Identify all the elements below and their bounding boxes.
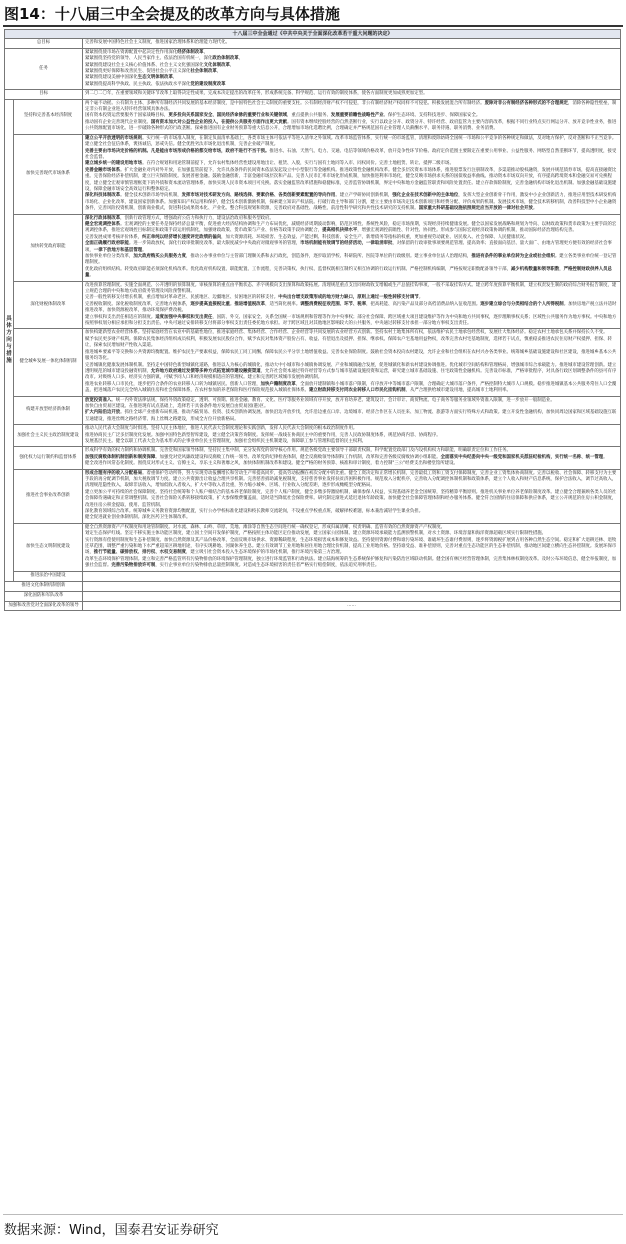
body-text: 。进一步简政放权，深化行政审批制度改革，最大限度减少中央政府对微观事务的管理， [128, 241, 301, 247]
body-text: 完善和发展中国特色社会主义制度，推进国家治理体系和治理能力现代化。 [85, 40, 230, 46]
body-text: 加快事业单位分类改革， [85, 254, 134, 259]
body-text: 推动人民代表大会制度与时俱进。坚持人民主体地位，推进人民代表大会制度理论和实践创新，发挥人民代表大会制度的根本政治制度作用。 [85, 426, 358, 432]
body-text: 。 [418, 295, 424, 301]
content-paragraph [85, 471, 618, 490]
body-text: 实行资源有偿使用制度和生态补偿制度。加快自然资源及其产品价格改革，全面反映市场供求、资源稀缺程度、生态环境损害成本和修复效益。坚持使用资源付费和谁污染环境、谁破坏生态谁付费原则，逐步将资源税扩展到占用各种自然生态空间。稳定和扩大退耕还林、退牧还草范围，调整严重污染和地下水严重超采区耕地用途，有序实现耕地、河湖休养生息。建立有效调节工业用地和居住用地合理比价机制，提高工业用地价格。坚持谁受益、谁补偿原则，完善对重点生态功能区的生态补偿机制，推动地区间建立横向生态补偿制度。发展环保市场， [85, 537, 617, 556]
outer-group-char: 与 [6, 343, 12, 350]
emphasis-text: 推进有条件的事业单位转为企业或社会组织 [471, 254, 555, 259]
emphasis-text: 经济体制改革 [177, 49, 204, 55]
body-text: 完善一般性转移支付增长机制，重点增加对革命老区、民族地区、边疆地区、贫困地区的转移支付。 [85, 295, 279, 301]
emphasis-text: 全面正确履行政府职能 [85, 241, 129, 247]
emphasis-text: 完善主要由市场决定价格的机制。凡是能由市场形成价格的都交给市场，政府不进行不当干预。 [85, 148, 270, 154]
table-row [5, 396, 621, 425]
body-text: 紧紧围绕建设美丽中国深化 [85, 75, 138, 81]
row-label: 深化财税体制改革 [14, 281, 83, 329]
row-label: 推进社会事业改革创新 [14, 469, 83, 523]
emphasis-text: 生态文明体制改革 [137, 75, 173, 81]
emphasis-text: 全面落实中央纪委向中央一级党和国家机关派驻纪检机构，实行统一名称、统一管理 [440, 454, 604, 460]
outer-group-char: 向 [6, 336, 12, 343]
body-text: 建立更加公平可持续的社会保障制度。坚持社会统筹和个人账户相结合的基本养老保险制度，完善个人账户制度，健全多缴多得激励机制，确保参保人权益，实现基础养老金全国统筹，坚持精算平衡原则。推进机关事业单位养老保险制度改革。建立健全合理兼顾各类人员的社会保障待遇确定和正常调整机制。完善社会保险关系转移接续政策，扩大参保缴费覆盖面，适时适当降低社会保险费率。研究制定渐进式延迟退休年龄政策。加快健全社会保障管理体制和经办服务体系。健全符合国情的住房保障和供应体系，建立公开规范的住房公积金制度，改进住房公积金提取、使用、监管机制。 [85, 489, 617, 508]
content-paragraph [85, 382, 618, 395]
emphasis-text: 国有资本加大对公益性企业的投入，在提供公共服务方面作出更大贡献 [150, 119, 287, 125]
title-rule [3, 25, 623, 27]
row-label: 推进法治中国建设 [14, 571, 83, 581]
body-text: 发展基层民主。健全以职工代表大会为基本形式的企事业单位民主管理制度，加强社会组织民主机制建设，保障职工参与管理和监督的民主权利。 [85, 438, 367, 444]
body-text: ，对保留的行政审批事项要规范管理、提高效率；直接面向基层、量大面广、由地方管理更方便有效的经济社会事项， [85, 241, 612, 253]
row-content [83, 39, 621, 48]
outer-group-char: 具 [6, 315, 12, 322]
row-label: 深化国防和军队改革 [5, 591, 83, 601]
body-text: 建立事权和支出责任相适应的制度。 [85, 314, 156, 320]
body-text: 赋予农民更多财产权利。保障农民集体经济组织成员权利，积极发展农民股份合作，赋予农民对集体资产股份占有、收益、有偿退出及抵押、担保、继承权。保障农户宅基地用益物权，改革完善农村宅基地制度，选择若干试点，慎重稳妥推进农民住房财产权抵押、担保、转让，探索农民增加财产性收入渠道。 [85, 336, 612, 349]
body-text: 。抓住全球产业重新布局机遇，推动内陆贸易、投资、技术创新协调发展。加快沿边开放步伐，允许沿边重点口岸、边境城市、经济合作区在人员往来、加工物流、旅游等方面实行特殊方式和政策。建立开发性金融机构，加快同周边国家和区域基础设施互联互通建设，推进丝绸之路经济带、海上丝绸之路建设，形成全方位开放新格局。 [85, 410, 617, 422]
emphasis-text: 政治体制改革 [212, 56, 239, 62]
content-paragraph [85, 337, 618, 350]
emphasis-text: 建立公平开放透明的市场规则 [85, 135, 143, 141]
table-row [5, 469, 621, 523]
emphasis-text: 文化体制改革 [203, 62, 230, 68]
bottom-rule [3, 1214, 623, 1215]
body-text: ，消除各种隐性壁垒，制定非公有制企业进入特许经营领域具体办法。 [85, 100, 617, 113]
table-row [5, 425, 621, 447]
row-label: 总目标 [5, 39, 83, 48]
body-text: 。实行统一的市场准入制度，在制定负面清单基础上，各类市场主体可依法平等进入清单之外领域。改革市场监管体系，实行统一的市场监管，清理和废除妨碍全国统一市场和公平竞争的各种规定和做法，反对地方保护，反对垄断和不正当竞争。建立健全社会征信体系，褒扬诚信，惩戒失信。健全优胜劣汰市场化退出机制，完善企业破产制度。 [85, 135, 617, 148]
emphasis-text: 加快户籍制度改革 [260, 381, 296, 387]
row-content [83, 591, 621, 601]
body-text: 改进预算管理制度。实施全面规范、公开透明的预算制度。审核预算的重点由平衡状态、赤字规模向支出预算和政策拓展。清理规范重点支出同财政收支增幅或生产总值挂钩事项，一般不采取挂钩方式。建立跨年度预算平衡机制，建立权责发生制的政府综合财务报告制度，建立规范合理的中央和地方政府债务管理及风险预警机制。 [85, 282, 617, 295]
body-text: 。国有资本继续控股经营的自然垄断行业，实行以政企分开、政资分开、特许经营、政府监管为主要内容的改革，根据不同行业特点实行网运分开、放开竞争性业务，推进公共资源配置市场化。进一步破除各种形式的行政垄断。探索推进国有企业财务预算等重大信息公开，合理增加市场化选聘比例，合理确定并严格规范国有企业管理人员薪酬水平、职务待遇、职务消费、业务消费。 [85, 119, 617, 132]
body-text: 完善发展成果考核评价体系， [85, 234, 143, 240]
table-row [5, 571, 621, 581]
emphasis-text: 允许地方政府通过发债等多种方式拓宽城市建设融资渠道 [150, 368, 261, 374]
emphasis-text: 建立城乡统一的建设用地市场 [85, 161, 143, 167]
source-note: 数据来源：Wind，国泰君安证券研究 [4, 1223, 219, 1238]
body-text: ，适当简化税率。 [265, 301, 301, 307]
body-text: ， [559, 266, 564, 272]
row-label: 坚持和完善基本经济制度 [14, 99, 83, 134]
emphasis-text: 推进增值税改革 [234, 301, 266, 307]
body-text: 推动国有企业完善现代企业制度。 [85, 119, 151, 125]
table-row [5, 601, 621, 610]
table-row [5, 134, 621, 214]
body-text: 形成科学有效的权力制约和协调机制。完善党和国家领导体制，坚持民主集中制，充分发挥党的领导核心作用。规范各级党政主要领导干部职责权限，科学配置党政部门及内设机构权力和职能，明确职责定位和工作任务。 [85, 448, 511, 454]
emphasis-text: 更多投向关系国家安全、国民经济命脉的重要行业和关键领域 [168, 113, 287, 119]
row-content [83, 48, 621, 89]
emphasis-text: 国家重大科研基础设施依照规定应当开放的一律对社会开放 [418, 206, 533, 212]
table-row [5, 523, 621, 571]
body-text: 。加强党对党风廉政建设和反腐败工作统一领导。改革党的纪律检查体制，健全反腐败领导体制和工作机制，改革和完善各级反腐败协调小组职能。 [155, 454, 441, 460]
body-text: 推进城乡要素平等交换和公共资源均衡配置。维护农民生产要素权益，保障农民工同工同酬。保障农民公平分享土地增值收益。完善农业保险制度。鼓励社会资本投向农村建设，允许企业和社会组织在农村兴办各类事业。统筹城乡基础设施建设和社区建设，推进城乡基本公共服务均等化。 [85, 349, 617, 362]
content-paragraph [85, 538, 618, 557]
content-paragraph [85, 363, 618, 382]
row-label: 构建开放型经济新体制 [14, 396, 83, 425]
body-text: 紧紧围绕提高科学执政、民主执政、依法执政水平深化 [85, 81, 191, 87]
table-row [5, 329, 621, 396]
body-text: 。 [603, 454, 608, 460]
row-content [83, 425, 621, 447]
body-text: 。宏观调控的主要任务是保持经济总量平衡，促进重大经济结构协调和生产力布局优化，减缓经济周期波动影响，防范区域性、系统性风险，稳定市场预期，实现经济持续健康发展。健全以国家发展战略和规划为导向、以财政政策和货币政策为主要手段的宏观调控体系，推进宏观调控目标制定和政策手段运用机制化，加强财政政策、货币政策与产业、价格等政策手段协调配合， [85, 221, 617, 234]
emphasis-text: 逐步提高直接税比重 [190, 301, 230, 307]
reform-table-container [4, 29, 621, 1211]
content-paragraph [85, 302, 618, 315]
content-paragraph [85, 515, 618, 521]
row-content [83, 281, 621, 329]
row-content [83, 214, 621, 281]
body-text: 紧紧围绕更好保障和改善民生、促进社会公平正义深化 [85, 69, 191, 75]
body-text: ，加大资源消耗、环境损害、生态效益、产能过剩、科技创新、安全生产、新增债务等指标的权重，更加重视劳动就业、居民收入、社会保障、人民健康状况。 [221, 234, 529, 240]
content-paragraph [85, 101, 618, 114]
table-row [5, 447, 621, 469]
body-text: 改革生态环境保护管理体制。建立和完善严格监管所有污染物排放的环境保护管理制度，独立进行环境监管和行政执法。建立陆海统筹的生态系统保护修复和污染防治区域联动机制。健全国有林区经营管理体制，完善集体林权制度改革。及时公布环境信息，健全举报制度，加强社会监督。 [85, 556, 617, 569]
emphasis-text: 发展重要前瞻性战略性产业 [330, 113, 384, 119]
emphasis-text: 提高相机抉择水平 [322, 228, 358, 234]
emphasis-text: 深化行政体制改革 [85, 215, 121, 221]
body-text: 加快构建新型农业经营体系。坚持家庭经营在农业中的基础性地位，推进家庭经营、集体经营、合作经营、企业经营等共同发展的农业经营方式创新。坚持农村土地集体所有权，依法维护农民土地承包经营权，发展壮大集体经济。稳定农村土地承包关系并保持长久不变。 [85, 330, 608, 336]
content-paragraph [85, 168, 618, 194]
content-paragraph [85, 283, 618, 296]
emphasis-text: 强化企业在技术创新中的主体地位 [392, 193, 459, 199]
body-text: ，建立吸引社会资本投入生态环境保护的市场化机制，推行环境污染第三方治理。 [186, 550, 345, 556]
content-paragraph [85, 490, 618, 509]
emphasis-text: 逐步建立综合与分类相结合的个人所得税制 [480, 301, 564, 307]
row-label: 加强社会主义民主政治制度建设 [14, 425, 83, 447]
row-label: 加快生态文明制度建设 [14, 523, 83, 571]
table-row [5, 39, 621, 48]
row-label: 任务 [5, 48, 83, 89]
outer-group-char: 措 [6, 350, 12, 357]
body-text: ， [229, 62, 235, 68]
row-content [83, 447, 621, 469]
body-text: 。扩大金融业对内对外开放，在加强监管前提下，允许具备条件的民间资本依法发起设立中小型银行等金融机构。推进政策性金融机构改革。健全多层次资本市场体系，推进股票发行注册制改革，多渠道推动股权融资，发展并规范债券市场，提高直接融资比重。完善保险经济补偿机制，建立巨灾保险制度。发展普惠金融。鼓励金融创新，丰富金融市场层次和产品。完善人民币汇率市场化形成机制，加快推进利率市场化，健全反映市场供求关系的国债收益率曲线。推动资本市场双向开放，有序提高跨境资本和金融交易可兑换程度，建立健全宏观审慎管理框架下的外债和资本流动管理体系，加快实现人民币资本项目可兑换。落实金融监管改革措施和稳健标准，完善监管协调机制，界定中央和地方金融监管职责和风险处置责任。建立存款保险制度，完善金融机构市场化退出机制。加强金融基础设施建设，保障金融市场安全高效运行和整体稳定。 [85, 167, 617, 192]
emphasis-text: 加强反腐败体制机制创新和制度保障 [85, 454, 156, 460]
reform-table-body [5, 30, 621, 611]
table-row [5, 281, 621, 329]
content-paragraph [85, 193, 618, 212]
body-text: 。 [142, 247, 147, 253]
body-text: ，允许社会资本通过特许经营等方式参与城市基础设施投资和运营，研究建立城市基础设施、住宅政策性金融机构。完善设市标准，严格审批程序，对具备行政区划调整条件的县可有序改市。对吸纳人口多、经济实力强的镇，可赋予同人口和经济规模相适应的管理权。建立和完善跨区域城市发展协调机制。 [85, 368, 617, 381]
content-paragraph [85, 254, 618, 267]
emphasis-text: 社会体制改革 [190, 69, 217, 75]
table-row [5, 581, 621, 591]
emphasis-text: 发挥市场对技术研发方向、路线选择、要素价格、各类创新要素配置的导向作用 [181, 193, 336, 199]
content-paragraph [85, 350, 618, 363]
body-text: 推进协商民主广泛多层制度化发展。加强中国特色新型智库建设，建立健全决策咨询制度。发挥统一战线在协商民主中的重要作用，完善人民政协制度体系，规范协商内容、协商程序。 [85, 432, 441, 438]
body-text: ，从严合理供给城市建设用地，提高城市土地利用率。 [405, 388, 511, 394]
emphasis-text: 推行节能量、碳排放权、排污权、水权交易制度 [93, 550, 187, 556]
emphasis-text: 健全宏观调控体系 [85, 221, 121, 227]
row-content [83, 469, 621, 523]
emphasis-text: 减少机构数量和领导职数 [510, 266, 560, 272]
emphasis-text: 适度加强中央事权和支出责任 [155, 314, 213, 320]
body-text: 深化教育领域综合改革。统筹城乡义务教育资源均衡配置，实行公办学校标准化建设和校长教师交流轮岗，不设重点学校重点班，破解择校难题，标本兼治减轻学生课业负担。 [85, 509, 424, 515]
row-label: 健全城乡发展一体化体制机制 [14, 329, 83, 396]
body-text: ，推动公办事业单位与主管部门理顺关系和去行政化，创造条件，逐步取消学校、科研院所、医院等单位的行政级别。建立事业单位法人治理结构， [186, 254, 472, 259]
table-row [5, 99, 621, 134]
body-text: 。着重保护劳动所得，努力实现劳动报酬增长和劳动生产率提高同步，提高劳动报酬在初次分配中的比重。健全工资决定和正常增长机制，完善最低工资和工资支付保障制度，完善企业工资集体协商制度。完善以税收、社会保障、转移支付为主要手段的再分配调节机制，加大税收调节力度。建立公共资源出让收益合理共享机制。完善慈善捐助减免税制度，支持慈善事业发挥扶贫济困积极作用。规范收入分配秩序，完善收入分配调控体制机制和政策体系，建立个人收入和财产信息系统，保护合法收入，调节过高收入，清理规范隐性收入，取缔非法收入，增加低收入者收入，扩大中等收入者比重，努力缩小城乡、区域、行业收入分配差距，逐步形成橄榄型分配格局。 [85, 470, 617, 489]
row-content [83, 90, 621, 99]
emphasis-text: 扩大内陆沿边开放 [85, 410, 121, 416]
emphasis-text: 一律下放地方和基层管理 [93, 247, 143, 253]
emphasis-text: 加大政府购买公共服务力度 [133, 254, 187, 259]
body-text: 。建立各类事业单位统一登记管理制度。 [85, 254, 617, 266]
body-text: 健全改进作风常态化制度。围绕反对形式主义、官僚主义、享乐主义和奢靡之风，加快体制机制改革和建设。健全严格的财务预算、核准和审计制度，着力控制"三公"经费支出和楼堂馆所建设。 [85, 461, 458, 467]
body-text: 。 [229, 301, 235, 307]
body-text: 健全自然资源资产产权制度和用途管制制度。对水流、森林、山岭、草原、荒地、滩涂等自然生态空间进行统一确权登记，形成归属清晰、权责明确、监管有效的自然资源资产产权制度。 [85, 524, 446, 530]
row-content [83, 134, 621, 214]
outer-group-char: 施 [6, 357, 12, 364]
row-content [83, 601, 621, 610]
body-text: ， [172, 75, 178, 81]
body-text: 。统一内外资法律法规，保持外资政策稳定、透明、可预期。推进金融、教育、文化、医疗等服务业领域有序开放，放开育幼养老、建筑设计、会计审计、商贸物流、电子商务等服务业领域外资准入限制，进一步放开一般制造业。 [111, 397, 555, 403]
content-paragraph [85, 149, 618, 162]
body-text: 到二〇二〇年，在重要领域和关键环节改革上取得决定性成果，完成本决定提出的改革任务，形成系统完备、科学规范、运行有效的制度体系，使各方面制度更加成熟更加定型。 [85, 91, 428, 97]
body-text: ，国防、外交、国家安全、关系全国统一市场规则和管理等作为中央事权；部分社会保障、跨区域重大项目建设维护等作为中央和地方共同事权，逐步理顺事权关系；区域性公共服务作为地方事权。中央和地方按照事权划分相应承担和分担支出责任。中央可通过安排转移支付将部分事权支出责任委托地方承担。对于跨区域且对其他地区影响较大的公共服务，中央通过转移支付承担一部分地方事权支出责任。 [85, 314, 617, 327]
row-content [83, 571, 621, 581]
body-text: 、保护生态环境、支持科技进步、保障国家安全。 [383, 113, 481, 119]
content-paragraph [85, 315, 618, 328]
table-row [5, 214, 621, 281]
row-label: 推进文化体制机制创新 [5, 581, 83, 591]
emphasis-text: 建立财政转移支付同农业转移人口市民化挂钩机制 [308, 388, 406, 394]
body-text: ， [238, 56, 244, 62]
content-paragraph [85, 40, 618, 46]
content-paragraph [85, 410, 618, 423]
body-text: ，重点提供公共服务、 [287, 113, 331, 119]
emphasis-text: 调整消费税征收范围、环节、税率 [300, 301, 367, 307]
body-text: 国有资本投资运营要服务于国家战略目标， [85, 113, 169, 119]
content-paragraph [85, 439, 618, 445]
body-text: ，实行企事业单位污染物排放总量控制制度。对造成生态环境损害的责任者严格实行赔偿制度，依法追究刑事责任。 [155, 563, 380, 569]
table-row [5, 90, 621, 99]
row-content [83, 581, 621, 591]
emphasis-text: 市场机制能有效调节的经济活动，一律取消审批 [300, 241, 393, 247]
body-text: ，增强宏观调控前瞻性、针对性、协同性。形成参与国际宏观经济政策协调的机制，推动国际经济治理结构完善。 [357, 228, 577, 234]
emphasis-text: 中央出台增支政策形成的地方财力缺口，原则上通过一般性转移支付调节 [278, 295, 419, 301]
content-paragraph [85, 222, 618, 235]
row-content [83, 523, 621, 571]
row-label: 目标 [5, 90, 83, 99]
body-text: 推进农业转移人口市民化，逐步把符合条件的农业转移人口转为城镇居民。创新人口管理， [85, 381, 261, 387]
body-text: 紧紧围绕建设社会主义核心价值体系、社会主义文化强国深化 [85, 62, 204, 68]
outer-group-char: 方 [6, 329, 12, 336]
row-content [83, 99, 621, 134]
content-paragraph [85, 136, 618, 149]
row-label: 强化权力运行制约和监督体系 [14, 447, 83, 469]
content-paragraph [85, 603, 618, 609]
body-text: ，创新行政管理方式，增强政府公信力和执行力，建设法治政府和服务型政府。 [120, 215, 274, 221]
content-paragraph [85, 82, 618, 88]
body-text: 。 [532, 206, 538, 212]
body-text: ，把高耗能、高污染产品及部分高档消费品纳入征收范围。 [366, 301, 481, 307]
content-paragraph [85, 241, 618, 254]
content-paragraph [85, 120, 618, 133]
body-text: 。加快房地产税立法并适时推进改革，加快资源税改革，推动环境保护费改税。 [85, 301, 617, 314]
table-header: 十八届三中全会通过《中共中央关于全面深化改革若干重大问题的决定》 [5, 30, 621, 39]
body-text: 加快自由贸易区建设。在推进现有试点基础上，选择若干具备条件地方发展自由贸易园(港)区。 [85, 403, 269, 409]
row-content [83, 396, 621, 425]
emphasis-text: 深化科技体制改革 [85, 193, 121, 199]
row-content [83, 329, 621, 396]
emphasis-text: 党的建设制度改革 [190, 81, 226, 87]
outer-group-label [5, 99, 14, 581]
emphasis-text: 严格控制财政供养人员总量 [85, 266, 612, 279]
content-paragraph [85, 91, 618, 97]
content-paragraph [85, 461, 618, 467]
body-text: ，全面放开建制镇和小城市落户限制，有序放开中等城市落户限制，合理确定大城市落户条件，严格控制特大城市人口规模。稳步推进城镇基本公共服务常住人口全覆盖，把进城落户农民完全纳入城镇住房和社会保障体系，在农村参加的养老保险和医疗保险规范接入城镇社保体系。 [85, 381, 617, 394]
outer-group-char: 体 [6, 322, 12, 329]
body-text: 两个毫不动摇。公有制为主体、多种所有制经济共同发展的基本经济制度，是中国特色社会主义制度的重要支柱。公有制经济财产权不可侵犯，非公有制经济财产权同样不可侵犯。积极发展混合所有制经济。 [85, 100, 485, 106]
body-text: 。在符合规划和用途管制前提下，允许农村集体经营性建设用地出让、租赁、入股，实行与国有土地同等入市、同权同价。完善土地租赁、转让、抵押二级市场。 [142, 161, 454, 167]
table-header-row [5, 30, 621, 39]
body-text: ， [203, 49, 208, 55]
table-row [5, 591, 621, 601]
body-text: 健全促进就业创业体制机制。深化医药卫生体制改革。 [85, 515, 191, 521]
emphasis-text: 完善污染物排放许可制 [111, 563, 156, 569]
emphasis-text: 形成合理有序的收入分配格局 [85, 470, 143, 476]
body-text: 。健全技术创新市场导向机制， [120, 193, 182, 199]
body-text: 完善城镇化健康发展体制机制。坚持走中国特色新型城镇化道路，推进以人为核心的城镇化，推动大中小城市和小城镇协调发展、产业和城镇融合发展，促进城镇化和新农村建设协调推进。优化城市空间结构和管理格局，增强城市综合承载能力。推进城市建设管理创新。建立透明规范的城市建设投融资机制， [85, 362, 617, 374]
emphasis-text: 废除对非公有制经济各种形式的不合理规定 [484, 100, 568, 106]
emphasis-text: 完善金融市场体系 [85, 167, 121, 173]
table-row [5, 48, 621, 89]
row-label: 加快转变政府职能 [14, 214, 83, 281]
row-label: 加强和改善党对全面深化改革的领导 [5, 601, 83, 610]
body-text: 优化政府组织结构。转变政府职能必须深化机构改革。优化政府机构设置、职能配置、工作流程，完善决策权、执行权、监督权既相互制约又相互协调的行政运行机制。严格控制机构编制，严格按规定职数配备领导干部， [85, 266, 511, 272]
body-text: 划定生态保护红线。坚定不移实施主体功能区制度，建立国土空间开发保护制度，严格按照主体功能区定位推动发展，建立国家公园体制。建立资源环境承载能力监测预警机制，对水土资源、环境容量和海洋资源超载区域实行限制性措施。 [85, 531, 547, 537]
content-paragraph [85, 267, 618, 280]
row-label: 加快完善现代市场体系 [14, 134, 83, 214]
figure-title: 图14：十八届三中全会提及的改革方向与具体措施 [4, 5, 340, 23]
body-text: ， [216, 69, 222, 75]
body-text: 完善税收制度。深化税收制度改革，完善地方税体系， [85, 301, 191, 307]
body-text: 紧紧围绕使市场在资源配置中起决定性作用深化 [85, 49, 178, 55]
emphasis-text: 放宽投资准入 [85, 397, 112, 403]
reform-table [4, 29, 621, 611]
body-text: 。建立产学研协同创新机制， [335, 193, 393, 199]
content-paragraph [85, 557, 618, 570]
body-text: 。 [89, 273, 94, 279]
body-text: 推进水、石油、天然气、电力、交通、电信等领域价格改革，放开竞争性环节价格。政府定价范围主要限定在重要公用事业、公益性服务、网络型自然垄断环节，提高透明度，接受社会监督。 [85, 148, 617, 160]
body-text: 紧紧围绕坚持党的领导、人民当家作主、依法治国有机统一，深化 [85, 56, 213, 62]
emphasis-text: 纠正单纯以经济增长速度评定政绩的偏向 [142, 234, 222, 240]
body-text: …… [347, 602, 356, 608]
body-text: ，发挥大型企业创新骨干作用，激发中小企业创新活力，推进应用型技术研发机构市场化、企业化改革，建设国家创新体系。加强知识产权运用和保护，健全技术创新激励机制，探索建立知识产权法院。打破行政主导和部门分割，建立主要由市场决定技术创新项目和经费分配、评价成果的机制。发展技术市场，健全技术转移机制，改善科技型中小企业融资条件，完善风险投资机制，创新商业模式，促进科技成果资本化、产业化。整合科技规划和资源，完善政府对基础性、战略性、前沿性科学研究和共性技术研究的支持机制。 [85, 193, 617, 212]
